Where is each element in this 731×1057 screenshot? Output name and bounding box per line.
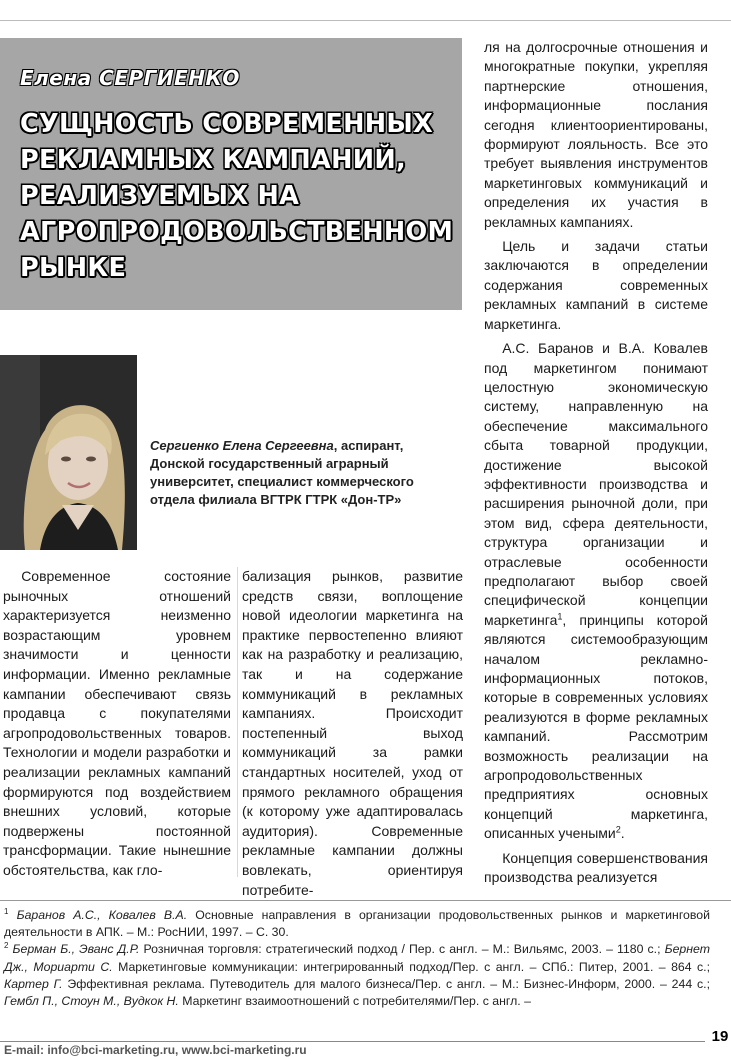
title-line: РЫНКЕ	[20, 253, 127, 283]
paragraph: Цель и задачи статьи заключаются в определении содержания современных рекламных кампаний в системе маркетинга.	[484, 238, 708, 332]
paragraph	[484, 339, 708, 844]
article-title	[20, 106, 460, 286]
footnote-2	[4, 941, 710, 1010]
footnote-authors: Бернет Дж., Мориарти С.	[4, 942, 710, 974]
footnote-authors: Картер Г.	[4, 976, 63, 991]
column-left	[3, 567, 231, 881]
footnote-text: Маркетинговые коммуникации: интегрированный подход/Пер. с англ. – СПб.: Питер, 2001. – 864 с.;	[112, 959, 710, 974]
footnote-authors: Берман Б., Эванс Д.Р.	[12, 942, 140, 957]
footnote-mark: 2	[4, 941, 9, 951]
paragraph: ля на долгосрочные отношения и многократные покупки, укрепляя партнерские отношения, информационные послания сегодня клиентоориентированы, формируют лояльность. Все это требует выявления инструментов маркетинговых коммуникаций и определения их участия в рекламных кампаниях.	[484, 39, 708, 230]
paragraph: Концепция совершенствования производства реализуется	[484, 849, 708, 886]
title-line: СУЩНОСТЬ СОВРЕМЕННЫХ	[20, 109, 434, 139]
footnote-text: Эффективная реклама. Путеводитель для малого бизнеса/Пер. с англ. – М.: Бизнес-Информ, 2000. – 244 с.;	[62, 976, 710, 991]
bio-details: , аспирант, Донской государственный аграрный университет, специалист коммерческого отдела филиала ВГТРК ГТРК «Дон-ТР»	[150, 438, 414, 507]
author-portrait-drawing	[0, 355, 137, 550]
footnote-ref[interactable]: 1	[557, 611, 563, 622]
text-run: А.С. Баранов и В.А. Ковалев под маркетингом понимают целостную экономическую систему, направленную на обеспечение максимального сбыта товарной продукции, достижение высокой эффективности производства и расширения рыночной доли, при этом вид, сфера деятельности, структура организации и отраслевые особенности предполагают выбор своей специфической концепции маркетинга	[484, 340, 708, 628]
bio-name: Сергиенко Елена Сергеевна	[150, 438, 334, 453]
footnotes	[4, 907, 710, 1010]
footnote-mark: 1	[4, 906, 9, 916]
page-number: 19	[711, 1028, 729, 1045]
footnote-text: Розничная торговля: стратегический подход / Пер. с англ. – М.: Вильямс, 2003. – 1180 с.;	[139, 942, 665, 957]
footer-contact[interactable]: E-mail: info@bci-marketing.ru, www.bci-marketing.ru	[4, 1043, 307, 1057]
footnote-text: Основные направления в организации продовольственных рынков и маркетинговой деятельности в АПК. – М.: РосНИИ, 1997. – С. 30.	[4, 908, 710, 940]
footnote-text: Маркетинг взаимоотношений с потребителями/Пер. с англ. –	[178, 994, 531, 1009]
column-right	[484, 38, 708, 887]
column-middle	[242, 567, 463, 900]
paragraph: Современное состояние рыночных отношений характеризуется неизменно возрастающим уровнем значимости и ценности информации. Именно рекламные кампании обеспечивают связь продавца с покупателями агропродовольственных товаров. Технологии и модели разработки и реализации рекламных кампаний формируются под воздействием внешних условий, которые подвержены постоянной трансформации. Такие нынешние обстоятельства, как гло-	[3, 568, 231, 878]
footer-rule	[0, 1041, 705, 1042]
top-corner-rule	[0, 20, 731, 21]
title-line: РЕКЛАМНЫХ КАМПАНИЙ,	[20, 145, 406, 175]
title-line: РЕАЛИЗУЕМЫХ НА	[20, 181, 300, 211]
footnote-ref[interactable]: 2	[615, 824, 621, 835]
paragraph: бализация рынков, развитие средств связи, воплощение новой идеологии маркетинга на практике первостепенно влияют как на разработку и реализацию, так и на содержание коммуникаций в рекламных кампаниях. Происходит постепенный выход коммуникаций за рамки стандартных носителей, уход от прямого рекламного обращения (к которому уже адаптировалась аудитория). Современные рекламные кампании должны вовлекать, ориентируя потребите-	[242, 568, 463, 898]
author-photo	[0, 355, 137, 550]
footnote-rule	[0, 900, 731, 901]
title-line: АГРОПРОДОВОЛЬСТВЕННОМ	[20, 217, 454, 247]
footnote-authors: Баранов А.С., Ковалев В.А.	[16, 908, 188, 922]
text-run: .	[620, 825, 625, 842]
author-bio	[150, 437, 430, 509]
footnote-authors: Гембл П., Стоун М., Вудкок Н.	[4, 994, 179, 1009]
column-divider	[237, 567, 238, 877]
footnote-1	[4, 907, 710, 941]
text-run: , принципы которой являются системообразующим началом рекламно-информационных потоков, которые в современных условиях реализуются в форме рекламных кампаний. Рассмотрим возможность реализации на агропродовольственных предприятиях основных концепций маркетинга, описанных учеными	[484, 611, 708, 842]
author-name: Елена СЕРГИЕНКО	[20, 66, 240, 90]
